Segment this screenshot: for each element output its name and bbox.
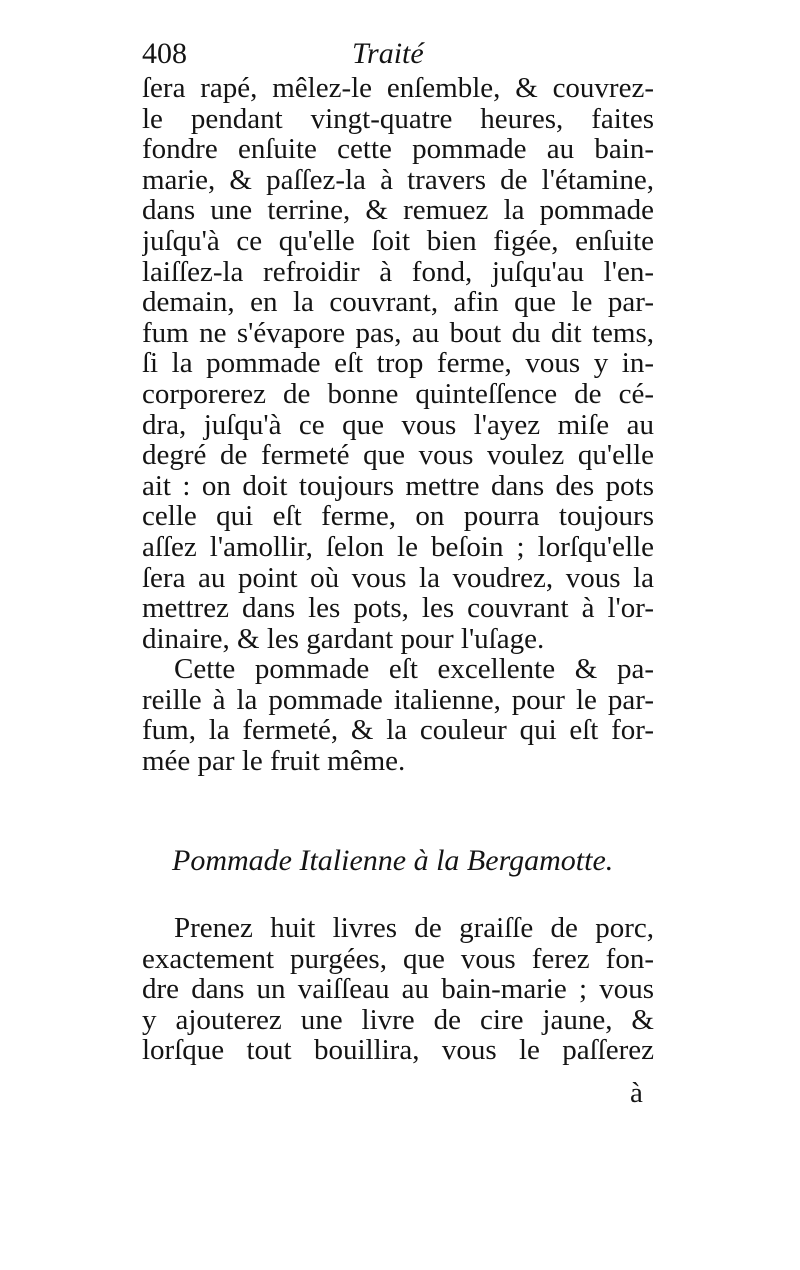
text-line: exactement purgées, que vous ferez fon- [142, 943, 654, 975]
text-line: juſqu'à ce qu'elle ſoit bien figée, enſuite [142, 225, 654, 257]
text-line: ſera rapé, mêlez-le enſemble, & couvrez- [142, 73, 654, 104]
text-line: marie, & paſſez-la à travers de l'étamine, [142, 164, 654, 196]
text-line: dans une terrine, & remuez la pommade [142, 195, 654, 226]
text-line: dre dans un vaiſſeau au bain-marie ; vous [142, 974, 654, 1005]
page-number: 408 [142, 37, 187, 70]
text-line: Prenez huit livres de graiſſe de porc, [174, 913, 654, 944]
text-line: corporerez de bonne quinteſſence de cé- [142, 378, 654, 410]
text-line: fum ne s'évapore pas, au bout du dit tems, [142, 317, 654, 349]
recipe-heading: Pommade Italienne à la Bergamotte. [172, 844, 614, 877]
running-head [142, 36, 662, 76]
text-line: demain, en la couvrant, afin que le par- [142, 287, 654, 318]
text-line: fum, la fermeté, & la couleur qui eſt for- [142, 715, 654, 747]
text-line: ſi la pommade eſt trop ferme, vous y in- [142, 348, 654, 379]
text-line: degré de fermeté que vous voulez qu'elle [142, 440, 654, 471]
text-line: aſſez l'amollir, ſelon le beſoin ; lorſqu'elle [142, 531, 654, 563]
text-line: ſera au point où vous la voudrez, vous la [142, 562, 654, 594]
text-line: fondre enſuite cette pommade au bain- [142, 134, 654, 165]
text-line: dinaire, & les gardant pour l'uſage. [142, 622, 545, 655]
text-line: le pendant vingt-quatre heures, faites [142, 103, 654, 135]
text-line: Cette pommade eſt excellente & pa- [174, 654, 654, 685]
text-line: laiſſez-la refroidir à fond, juſqu'au l'en- [142, 256, 654, 288]
text-line: mettrez dans les pots, les couvrant à l'or- [142, 593, 654, 624]
recipe-paragraph [142, 913, 654, 1066]
text-line: dra, juſqu'à ce que vous l'ayez miſe au [142, 409, 654, 441]
text-line: y ajouterez une livre de cire jaune, & [142, 1004, 654, 1036]
text-line: celle qui eſt ferme, on pourra toujours [142, 501, 654, 532]
text-line: mée par le fruit même. [142, 745, 406, 778]
paragraph-continued [142, 73, 654, 654]
text-line: lorſque tout bouillira, vous le paſſerez [142, 1035, 654, 1066]
body-text [142, 73, 654, 777]
text-line: reille à la pommade italienne, pour le par- [142, 684, 654, 716]
catchword: à [630, 1077, 643, 1109]
paragraph-commentary [142, 654, 654, 776]
text-line: ait : on doit toujours mettre dans des pots [142, 470, 654, 502]
running-title: Traité [352, 37, 424, 70]
